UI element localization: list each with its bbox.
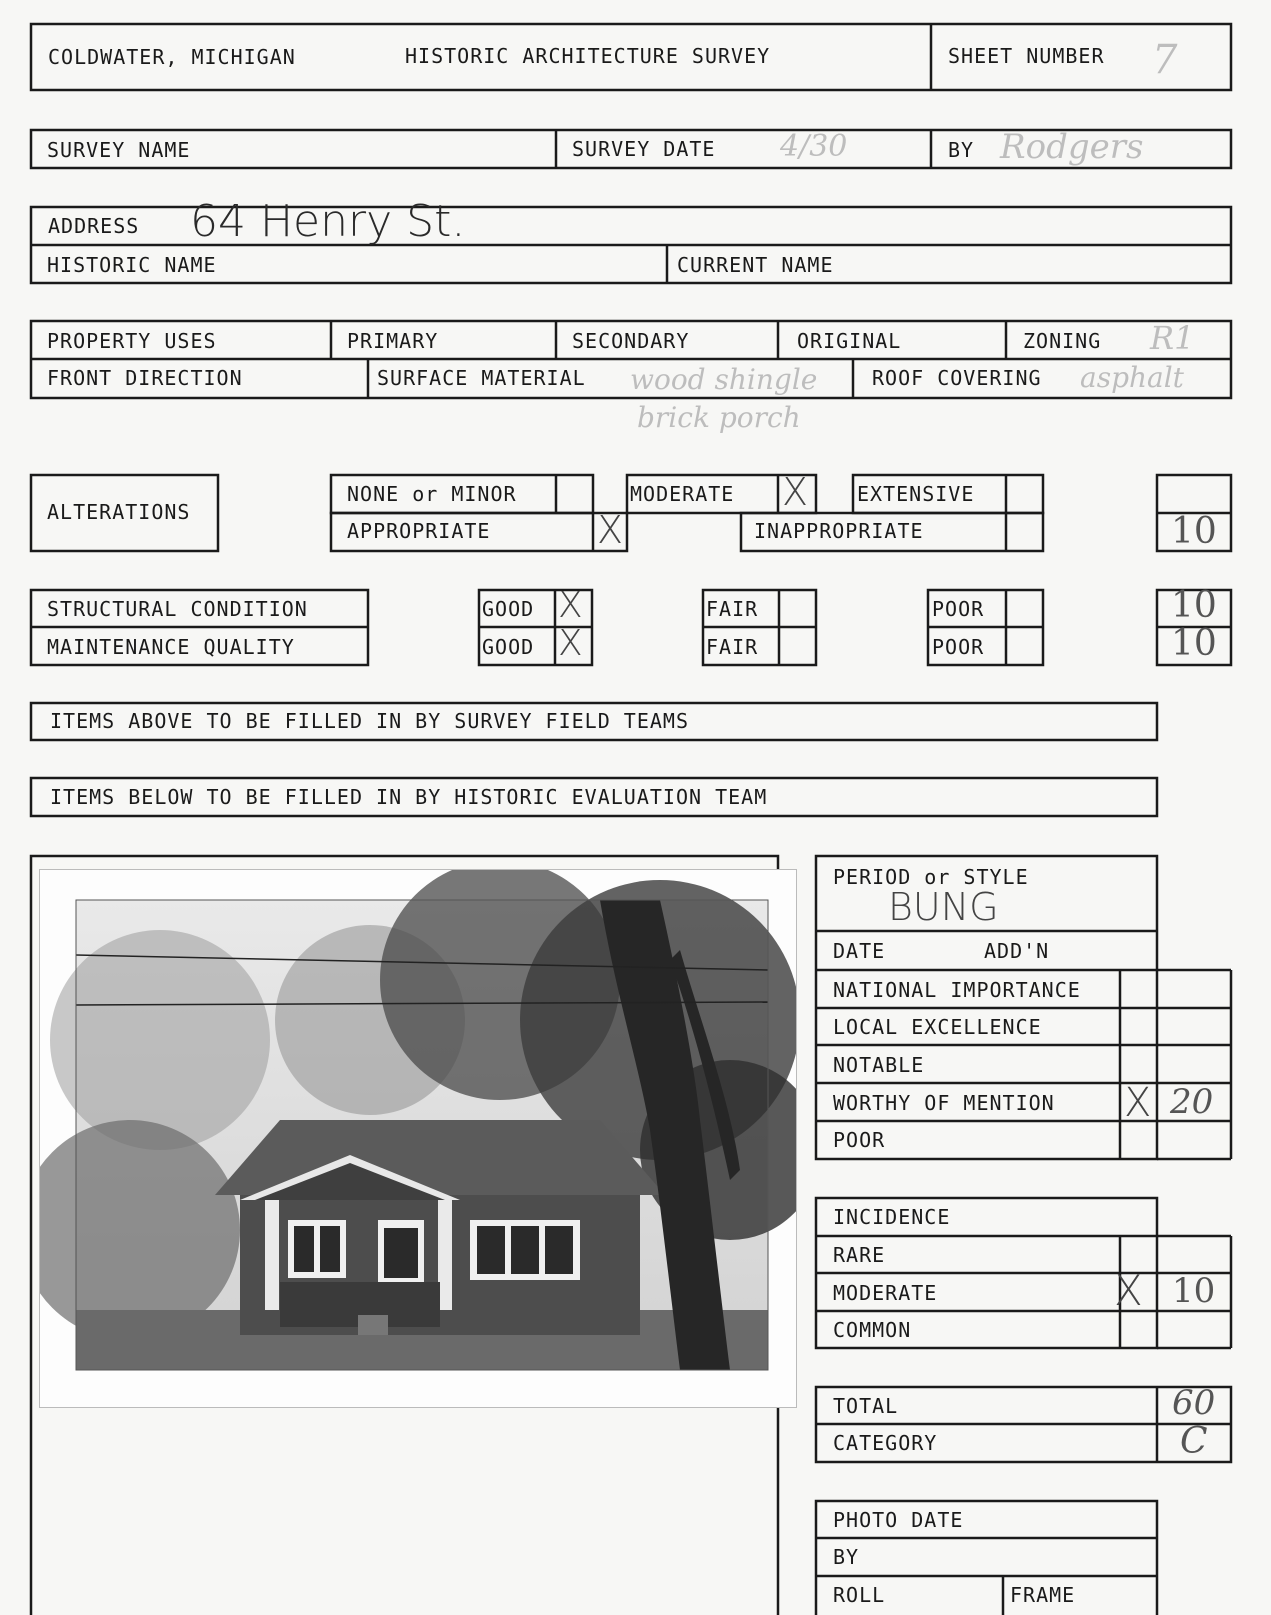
category-value: C: [1180, 1421, 1208, 1462]
roof-covering-label: ROOF COVERING: [872, 366, 1042, 390]
survey-date-label: SURVEY DATE: [572, 137, 716, 161]
inappropriate-option: INAPPROPRIATE: [754, 519, 924, 543]
incidence-moderate-score: 10: [1172, 1271, 1216, 1311]
maintenance-poor-option: POOR: [932, 635, 985, 659]
frame-label: FRAME: [1010, 1583, 1076, 1607]
rare-label: RARE: [833, 1243, 886, 1267]
front-direction-label: FRONT DIRECTION: [47, 366, 243, 390]
photo-date-label: PHOTO DATE: [833, 1508, 964, 1532]
by-label: BY: [948, 138, 975, 162]
photo-by-label: BY: [833, 1545, 860, 1569]
maintenance-good-mark: X: [558, 623, 583, 664]
maintenance-fair-option: FAIR: [706, 635, 759, 659]
incidence-moderate-mark: X: [1114, 1266, 1143, 1315]
survey-date-value: 4/30: [780, 129, 848, 164]
total-value: 60: [1172, 1383, 1216, 1423]
structural-poor-option: POOR: [932, 597, 985, 621]
worthy-of-mention-label: WORTHY OF MENTION: [833, 1091, 1055, 1115]
maintenance-score: 10: [1171, 623, 1217, 664]
structural-good-option: GOOD: [482, 597, 535, 621]
surface-material-value: wood shingle: [630, 363, 818, 396]
moderate-option: MODERATE: [630, 482, 735, 506]
maintenance-good-option: GOOD: [482, 635, 535, 659]
zoning-value: R1: [1150, 319, 1195, 357]
surface-material-value-2: brick porch: [637, 401, 801, 434]
common-label: COMMON: [833, 1318, 912, 1342]
structural-score: 10: [1171, 585, 1217, 626]
survey-name-label: SURVEY NAME: [47, 138, 191, 162]
current-name-label: CURRENT NAME: [677, 253, 834, 277]
local-excellence-label: LOCAL EXCELLENCE: [833, 1015, 1042, 1039]
form-title: HISTORIC ARCHITECTURE SURVEY: [405, 44, 771, 68]
period-style-value: BUNG: [888, 885, 999, 929]
roof-covering-value: asphalt: [1080, 361, 1184, 394]
appropriate-check-mark: X: [597, 508, 624, 552]
alterations-label: ALTERATIONS: [47, 500, 191, 524]
maintenance-quality-label: MAINTENANCE QUALITY: [47, 635, 295, 659]
national-importance-label: NATIONAL IMPORTANCE: [833, 978, 1081, 1002]
addition-label: ADD'N: [984, 939, 1050, 963]
photo-mount: [40, 870, 796, 1407]
zoning-label: ZONING: [1023, 329, 1102, 353]
alterations-score: 10: [1171, 511, 1217, 552]
category-label: CATEGORY: [833, 1431, 938, 1455]
sheet-number-label: SHEET NUMBER: [948, 44, 1105, 68]
evaluation-team-note: ITEMS BELOW TO BE FILLED IN BY HISTORIC EVALUATION TEAM: [50, 785, 768, 809]
worthy-of-mention-score: 20: [1170, 1082, 1214, 1122]
surface-material-label: SURFACE MATERIAL: [377, 366, 586, 390]
secondary-label: SECONDARY: [572, 329, 690, 353]
sheet-number-value: 7: [1152, 37, 1178, 83]
structural-good-mark: X: [558, 585, 583, 626]
field-team-note: ITEMS ABOVE TO BE FILLED IN BY SURVEY FIELD TEAMS: [50, 709, 690, 733]
primary-label: PRIMARY: [347, 329, 439, 353]
address-label: ADDRESS: [48, 214, 140, 238]
incidence-label: INCIDENCE: [833, 1205, 951, 1229]
extensive-option: EXTENSIVE: [857, 482, 975, 506]
house-photo: [40, 870, 796, 1407]
notable-label: NOTABLE: [833, 1053, 925, 1077]
total-label: TOTAL: [833, 1394, 899, 1418]
original-label: ORIGINAL: [797, 329, 902, 353]
none-minor-option: NONE or MINOR: [347, 482, 517, 506]
city-label: COLDWATER, MICHIGAN: [48, 45, 296, 69]
property-uses-label: PROPERTY USES: [47, 329, 217, 353]
historic-name-label: HISTORIC NAME: [47, 253, 217, 277]
appropriate-option: APPROPRIATE: [347, 519, 491, 543]
address-value: 64 Henry St.: [190, 196, 466, 247]
poor-label: POOR: [833, 1128, 886, 1152]
by-value: Rodgers: [1000, 127, 1144, 167]
structural-fair-option: FAIR: [706, 597, 759, 621]
worthy-of-mention-mark: X: [1124, 1080, 1152, 1126]
moderate-check-mark: X: [782, 470, 809, 514]
period-style-label: PERIOD or STYLE: [833, 865, 1029, 889]
date-label: DATE: [833, 939, 886, 963]
structural-condition-label: STRUCTURAL CONDITION: [47, 597, 308, 621]
roll-label: ROLL: [833, 1583, 886, 1607]
incidence-moderate-label: MODERATE: [833, 1281, 938, 1305]
